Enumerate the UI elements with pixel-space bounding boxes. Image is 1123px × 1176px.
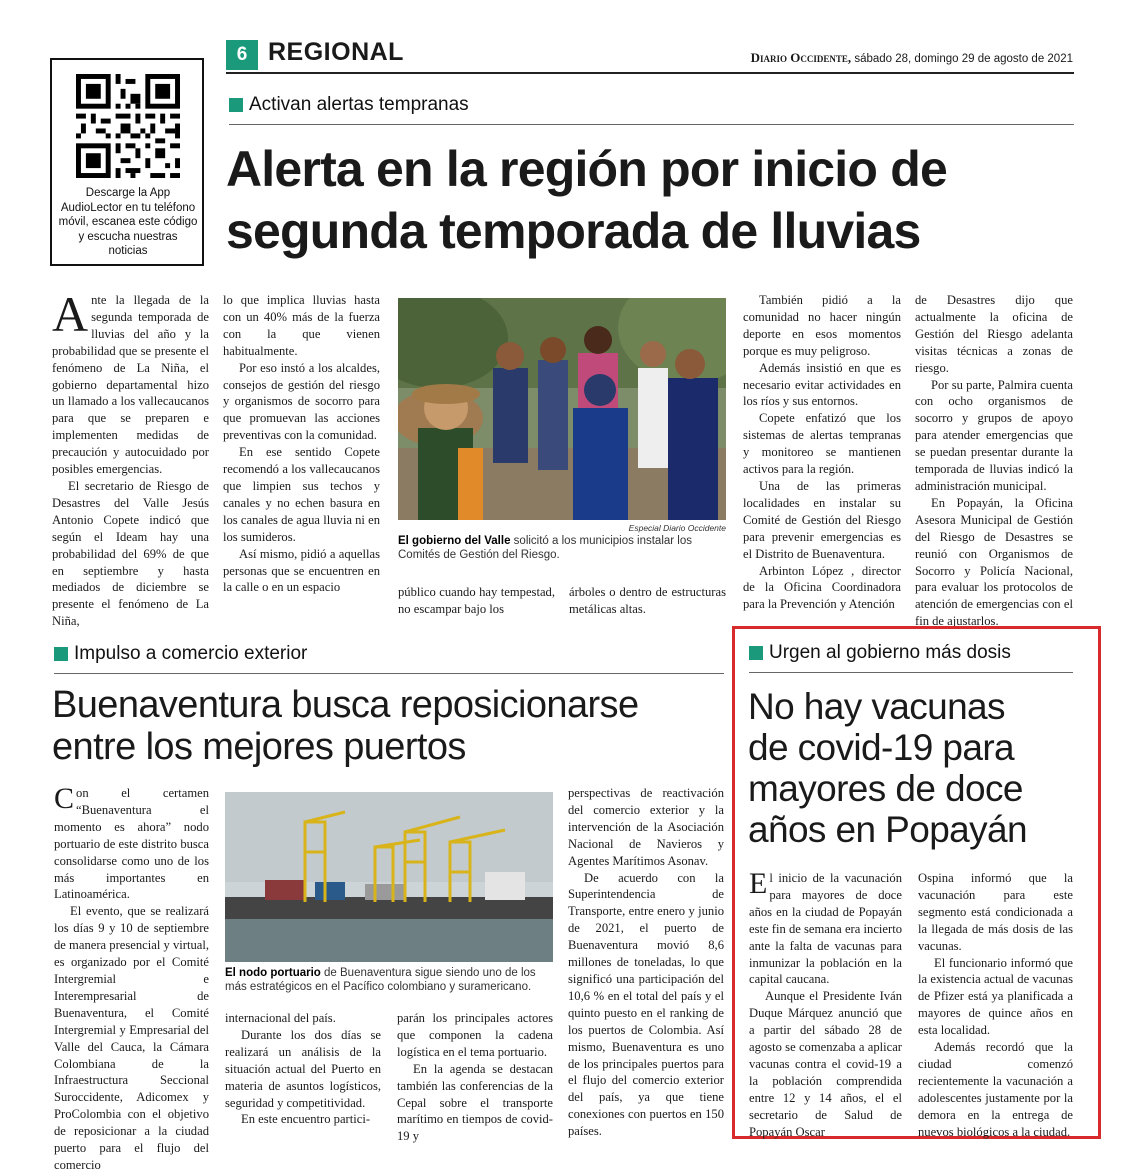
article1-col3b-text xyxy=(569,584,726,618)
article2-dropcap: C xyxy=(54,782,75,815)
article1-col3-text xyxy=(398,584,555,618)
article2-col4-p1: perspectivas de reactivación del comercio exterior y la intervención de la Asociación Nacional de Navieros y Agentes Marítimos Asonav. xyxy=(568,786,724,868)
article2-caption-text: de Buenaventura sigue siendo uno de los más estratégicos en el Pacífico colombiano y suramericano. xyxy=(225,967,536,993)
article1-col2-p2: Por eso instó a los alcaldes, consejos de gestión del riesgo y organismos de socorro para que promuevan las acciones preventivas con la comunidad. xyxy=(223,360,380,443)
article1-headline-line1: Alerta en la región por inicio de xyxy=(226,141,947,197)
port-cranes-illustration xyxy=(225,792,553,962)
article1-dropcap: A xyxy=(52,286,89,342)
article3-headline-line4: años en Popayán xyxy=(748,809,1028,850)
article2-col2-p1: internacional del país. xyxy=(225,1011,336,1025)
article1-col4-p2: Además insistió en que es necesario evitar actividades en los ríos y sus entornos. xyxy=(743,360,901,409)
qr-instructions: Descarge la App AudioLector en tu teléfono móvil, escanea este código y escucha nuestras noticias xyxy=(58,187,198,257)
article2-photo xyxy=(225,792,553,962)
article3-col1 xyxy=(749,867,902,1141)
page-number-badge: 6 xyxy=(226,40,258,70)
article1-photo-credit: Especial Diario Occidente xyxy=(628,523,726,533)
article2-kicker: Impulso a comercio exterior xyxy=(54,643,307,665)
kicker-square-icon xyxy=(54,647,68,661)
article1-col3b-p1: árboles o dentro de estructuras metálicas altas. xyxy=(569,585,726,616)
article3-col2-p2: El funcionario informó que la existencia actual de vacunas de Pfizer está ya planificada a mayores de quince años en esta localidad. xyxy=(918,955,1073,1038)
article1-col4-p5: Arbinton López , director de la Oficina Coordinadora para la Prevención y Atención xyxy=(743,563,901,612)
article1-col5-p2: Por su parte, Palmira cuenta con ocho organismos de socorro y grupos de apoyo para atender emergencias que se puedan presentar durante la temporada de lluvias indicó la administración municipal. xyxy=(915,377,1073,493)
article3-headline xyxy=(748,686,1027,850)
article2-col4-p2: De acuerdo con la Superintendencia de Transporte, entre enero y junio de 2021, el puerto de Buenaventura movió 8,6 millones de toneladas, lo que significó una participación del 10,6 % en el total del país y el quinto puesto en el ranking de los puertos de Colombia. Así mismo, Buenaventura es uno de los principales puertos para el flujo del comercio exterior del país, ya que tiene conexiones con puertos en 150 países. xyxy=(568,870,724,1139)
article1-col2-p1: lo que implica lluvias hasta con un 40% más de la fuerza con la que vienen habitualmente. xyxy=(223,293,380,358)
article1-kicker: Activan alertas tempranas xyxy=(229,94,469,116)
qr-box xyxy=(50,58,204,266)
article1-col5 xyxy=(915,292,1073,630)
article1-headline-line2: segunda temporada de lluvias xyxy=(226,203,921,259)
article1-caption xyxy=(398,534,726,562)
article3-dropcap: E xyxy=(749,867,768,900)
article2-caption-bold: El nodo portuario xyxy=(225,967,321,979)
issue-date: sábado 28, domingo 29 de agosto de 2021 xyxy=(854,53,1073,65)
article1-col5-p3: En Popayán, la Oficina Asesora Municipal de Gestión del Riesgo de Desastres se reunió con Organismos de Socorro y Policía Nacional, para evaluar los protocolos de atención de emergencias con el fin de ajustarlos. xyxy=(915,495,1073,629)
article1-col2-p4: Así mismo, pidió a aquellas personas que se encuentren en la calle o en un espacio xyxy=(223,546,380,595)
article1-col4-p4: Una de las primeras localidades en instalar su Comité de Gestión del Riesgo para prevenir emergencias es el Distrito de Buenaventura. xyxy=(743,478,901,561)
article1-photo xyxy=(398,298,726,520)
officials-photo-illustration xyxy=(398,298,726,520)
article3-kicker: Urgen al gobierno más dosis xyxy=(749,642,1011,664)
article3-col2 xyxy=(918,870,1073,1141)
article1-col2 xyxy=(223,292,380,596)
article2-col2 xyxy=(225,1010,381,1128)
qr-code-icon xyxy=(76,74,180,178)
kicker-square-icon xyxy=(749,646,763,660)
article3-col2-p1: Ospina informó que la vacunación para este segmento está condicionada a la llegada de más dosis de las vacunas. xyxy=(918,871,1073,953)
article1-col1-p1: nte la llegada de la segunda temporada de lluvias del año y la probabilidad que se presente el fenómeno de La Niña, el gobierno departamental hizo un llamado a los vallecaucanos para que se preparen e implementen medidas de precaución y autocuidado por posibles emergencias. xyxy=(52,293,209,477)
article1-col1 xyxy=(52,286,209,630)
kicker-square-icon xyxy=(229,98,243,112)
article1-col5-p1: de Desastres dijo que actualmente la oficina de Gestión del Riesgo adelanta visitas técnicas a zonas de riesgo. xyxy=(915,293,1073,375)
article3-col1-p1: l inicio de la vacunación para mayores de doce años en la ciudad de Popayán este fin de semana era incierto ante la falta de vacunas para inmunizar la población en la capital caucana. xyxy=(749,871,902,987)
article1-col4-p3: Copete enfatizó que los sistemas de alertas tempranas y monitoreo se mantienen activos para la región. xyxy=(743,411,901,477)
article1-kicker-rule xyxy=(229,124,1074,125)
article3-headline-line1: No hay vacunas xyxy=(748,686,1005,727)
article2-col1-p1: on el certamen “Buenaventura el momento es ahora” nodo portuario de este distrito busca consolidarse como uno de los más importantes en Latinoamérica. xyxy=(54,786,209,902)
article1-col3-p1: público cuando hay tempestad, no escampar bajo los xyxy=(398,585,555,616)
article2-caption xyxy=(225,966,553,994)
article1-col2-p3: En ese sentido Copete recomendó a los vallecaucanos que limpien sus techos y canales y no echen basura en los canales de agua lluvia ni en los sumideros. xyxy=(223,445,380,544)
article2-col2-p2: Durante los dos días se realizará un análisis de la situación actual del Puerto en materia de asuntos logísticos, seguridad y competitividad. xyxy=(225,1027,381,1110)
article1-col4-p1: También pidió a la comunidad no hacer ningún deporte en esos momentos porque es muy peligroso. xyxy=(743,293,901,358)
article3-headline-line3: mayores de doce xyxy=(748,768,1023,809)
masthead-name: Diario Occidente, xyxy=(750,50,852,65)
article1-col4 xyxy=(743,292,901,613)
article2-col4 xyxy=(568,785,724,1140)
article2-col1-p2: El evento, que se realizará los días 9 y 10 de septiembre de manera presencial y virtual, es organizado por el Comité Intergremial e Interempresarial de Buenaventura, el Comité Intergremial y Empresarial del Valle del Cauca, la Cámara Colombiana de la Infraestructura Seccional Suroccidente, Adicomex y ProColombia con el objetivo de reposicionar a la ciudad puerto para el flujo del comercio xyxy=(54,904,209,1172)
article2-col2-p3: En este encuentro partici- xyxy=(241,1112,371,1127)
masthead-date xyxy=(751,50,1073,66)
header-rule xyxy=(226,72,1074,74)
article3-col1-p2: Aunque el Presidente Iván Duque Márquez anunció que a partir del sábado 28 de agosto se comenzaba a aplicar vacunas contra el covid-19 a la población comprendida entre 12 y 14 años, el el secretario de Salud de Popayán Oscar xyxy=(749,989,902,1139)
article2-col3 xyxy=(397,1010,553,1145)
article2-headline-line1: Buenaventura busca reposicionarse xyxy=(52,684,639,726)
article1-caption-bold: El gobierno del Valle xyxy=(398,535,511,547)
article2-col1 xyxy=(54,782,209,1174)
article1-headline xyxy=(226,138,947,262)
article2-col3-p1: parán los principales actores que componen la cadena logística en el tema portuario. xyxy=(397,1011,553,1059)
article3-headline-line2: de covid-19 para xyxy=(748,727,1015,768)
article2-kicker-rule xyxy=(54,673,724,674)
article3-kicker-rule xyxy=(749,672,1073,673)
article2-headline-line2: entre los mejores puertos xyxy=(52,726,466,768)
section-title: REGIONAL xyxy=(268,38,404,66)
article2-col3-p2: En la agenda se destacan también las conferencias de la Cepal sobre el transporte marítimo en tiempos de covid-19 y xyxy=(397,1061,553,1144)
article3-col2-p3: Además recordó que la ciudad comenzó recientemente la vacunación a adolescentes justamente por la demora en la entrega de nuevos biológicos a la ciudad. xyxy=(918,1040,1073,1139)
article1-col1-p2: El secretario de Riesgo de Desastres del Valle Jesús Antonio Copete indicó que según el Ideam hay una probabilidad del 69% de que en septiembre y hasta mediados de diciembre se presente el fenómeno de La Niña, xyxy=(52,478,209,629)
article2-headline xyxy=(52,684,638,768)
article1-caption-text: solicitó a los municipios instalar los Comités de Gestión del Riesgo. xyxy=(398,535,693,561)
